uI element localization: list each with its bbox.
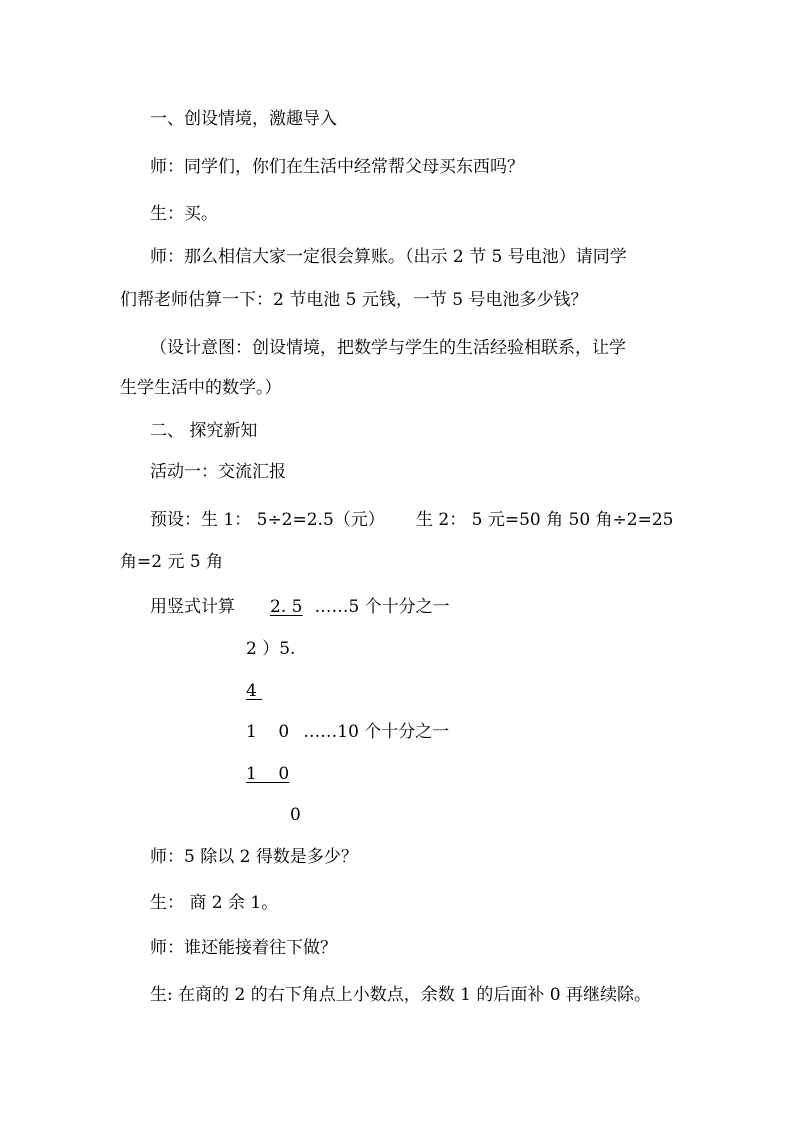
long-division-quotient (270, 595, 450, 619)
teacher-line-2a: 师：那么相信大家一定很会算账。（出示 2 节 5 号电池）请同学 (150, 247, 627, 267)
student-line-3: 生： 商 2 余 1。 (150, 893, 279, 913)
teacher-line-2b: 们帮老师估算一下：2 节电池 5 元钱，一节 5 号电池多少钱？ (120, 290, 588, 310)
long-division-subtract-2 (246, 762, 289, 786)
activity-one-title: 活动一：交流汇报 (150, 462, 286, 482)
subtract-2-value: 1 0 (246, 764, 290, 784)
design-intent-line-1: （设计意图：创设情境，把数学与学生的生活经验相联系，让学 (150, 338, 626, 358)
student-line-1: 生：买。 (150, 204, 218, 224)
preset-student-1: 预设：生 1： 5÷2=2.5（元） (150, 510, 385, 530)
teacher-line-3: 师：5 除以 2 得数是多少？ (150, 847, 358, 867)
design-intent-line-2: 生学生活中的数学。） (120, 378, 282, 398)
student-line-4: 生: 在商的 2 的右下角点上小数点，余数 1 的后面补 0 再继续除。 (150, 985, 652, 1005)
long-division-remainder-row (246, 720, 449, 744)
remainder-note: ……10 个十分之一 (303, 722, 450, 742)
section-heading-2: 二、 探究新知 (150, 421, 258, 441)
long-division-final-remainder: 0 (290, 805, 301, 825)
section-heading-1: 一、创设情境，激趣导入 (150, 109, 337, 129)
preset-student-2: 生 2： 5 元=50 角 50 角÷2=25 (416, 510, 674, 530)
subtract-1-value: 4 (246, 681, 257, 701)
long-division-subtract-1 (246, 679, 275, 703)
quotient-value: 2. 5 (270, 597, 303, 617)
quotient-note: ……5 个十分之一 (314, 597, 450, 617)
teacher-line-1: 师：同学们，你们在生活中经常帮父母买东西吗？ (150, 157, 524, 177)
teacher-line-4: 师：谁还能接着往下做？ (150, 938, 337, 958)
preset-line-2: 角=2 元 5 角 (120, 552, 224, 572)
remainder-digits: 1 0 (246, 722, 290, 742)
long-division-divisor-row: 2 ）5. (246, 639, 296, 659)
vertical-calc-label: 用竖式计算 (150, 597, 235, 617)
